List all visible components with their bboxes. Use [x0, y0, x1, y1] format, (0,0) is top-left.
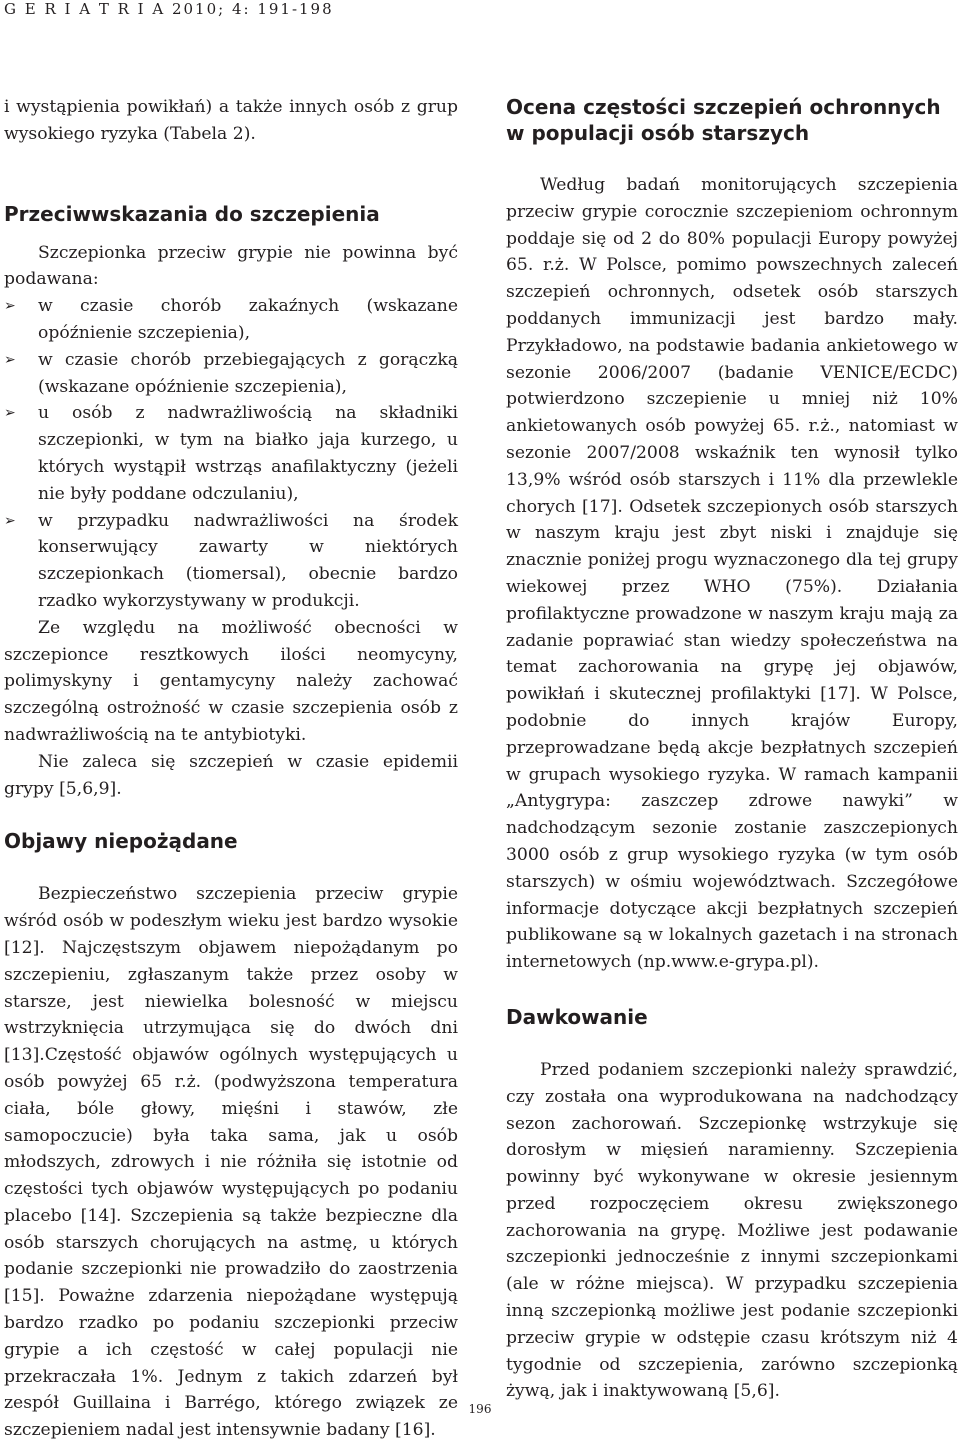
contraindications-list [4, 293, 458, 615]
list-item-text: w czasie chorób przebiegających z gorączką (wskazane opóźnienie szczepienia), [38, 349, 458, 397]
section-title-dosage: Dawkowanie [506, 1004, 648, 1029]
running-head: G E R I A T R I A 2010; 4: 191-198 [4, 0, 334, 18]
list-item-text: u osób z nadwrażliwością na składniki szczepionki, w tym na białko jaja kurzego, u których wystąpił wstrząs anafilaktyczny (jeżeli nie były poddane odczulaniu), [38, 403, 458, 504]
contraindications-lead: Szczepionka przeciw grypie nie powinna być podawana: [4, 242, 458, 290]
section-title-adverse-effects: Objawy niepożądane [4, 829, 238, 854]
list-item [4, 347, 458, 401]
arrow-bullet-icon: ➢ [4, 512, 16, 529]
list-item [4, 508, 458, 615]
arrow-bullet-icon: ➢ [4, 351, 16, 368]
page-number: 196 [468, 1402, 492, 1416]
neomycin-paragraph: Ze względu na możliwość obecności w szczepionce resztkowych ilości neomycyny, polimyskyny i gentamycyny należy zachować szczególną ostrożność w czasie szczepienia osób z nadwrażliwością na te antybiotyki. [4, 617, 458, 745]
arrow-bullet-icon: ➢ [4, 298, 16, 315]
section-title-contraindications: Przeciwwskazania do szczepienia [4, 201, 380, 226]
adverse-effects-paragraph: Bezpieczeństwo szczepienia przeciw grypie wśród osób w podeszłym wieku jest bardzo wysokie [12]. Najczęstszym objawem niepożądanym po szczepieniu, zgłaszanym także przez osoby w starsze, jest niewielka bolesność w miejscu wstrzyknięcia utrzymująca się do dwóch dni [13].Częstość objawów ogólnych występujących u osób powyżej 65 r.ż. (podwyższona temperatura ciała, bóle głowy, mięśni i stawów, złe samopoczucie) była taka sama, jak u osób młodszych, zdrowych i nie różniła się istotnie od częstości tych objawów występujących po podaniu placebo [14]. Szczepienia są także bezpieczne dla osób starszych chorujących na astmę, u których podanie szczepionki nie prowadziło do zaostrzenia [15]. Poważne zdarzenia niepożądane występują bardzo rzadko po podaniu szczepionki przeciw grypie a ich częstość w całej populacji nie przekraczała 1%. Jednym z takich zdarzeń był zespół Guillaina i Barrégo, którego związek ze szczepieniem nadal jest intensywnie badany [16]. [4, 884, 458, 1441]
intro-paragraph: i wystąpienia powikłań) a także innych osób z grup wysokiego ryzyka (Tabela 2). [4, 97, 458, 144]
dosage-paragraph: Przed podaniem szczepionki należy sprawdzić, czy została ona wyprodukowana na nadchodzący sezon zachorowań. Szczepionkę wstrzykuje się dorosłym w mięsień naramienny. Szczepienia powinny być wykonywane w okresie jesiennym przed rozpoczęciem okresu zwiększonego zachorowania na grypę. Możliwe jest podawanie szczepionki jednocześnie z innymi szczepionkami (ale w różne miejsca). W przypadku szczepienia inną szczepionką możliwe jest podanie szczepionki przeciw grypie w odstępie czasu krótszym niż 4 tygodnie od szczepienia, zarówno szczepionką żywą, jak i inaktywowaną [5,6]. [506, 1059, 958, 1402]
left-column [4, 94, 458, 1444]
list-item [4, 400, 458, 507]
vaccination-rates-paragraph: Według badań monitorujących szczepienia przeciw grypie corocznie szczepieniom ochronnym poddaje się od 2 do 80% populacji Europy powyżej 65. r.ż. W Polsce, pomimo powszechnych zaleceń szczepień ochronnych, odsetek osób starszych poddanych immunizacji jest bardzo mały. Przykładowo, na podstawie badania ankietowego w sezonie 2006/2007 (badanie VENICE/ECDC) potwierdzono szczepienie u mniej niż 10% ankietowanych osób powyżej 65. r.ż., natomiast w sezonie 2007/2008 wskaźnik ten wynosił tylko 13,9% wśród osób starszych i 11% dla przewlekle chorych [17]. Odsetek szczepionych osób starszych w naszym kraju jest zbyt niski i znajduje się znacznie poniżej progu wyznaczonego dla tej grupy wiekowej przez WHO (75%). Działania profilaktyczne prowadzone w naszym kraju mają za zadanie poprawiać stan wiedzy społeczeństwa na temat zachorowania na grypę jej objawów, powikłań i skutecznej profilaktyki [17]. W Polsce, podobnie do innych krajów Europy, przeprowadzane będą akcje bezpłatnych szczepień w grupach wysokiego ryzyka. W ramach kampanii „Antygrypa: zaszczep zdrowe nawyki” w nadchodzącym sezonie zostanie zaszczepionych 3000 osób z grup wysokiego ryzyka (w tym osób starszych) w ośmiu województwach. Szczegółowe informacje dotyczące akcji bezpłatnych szczepień publikowane są w lokalnych gazetach i na stronach internetowych (np.www.e-grypa.pl). [506, 175, 958, 973]
epidemic-paragraph: Nie zaleca się szczepień w czasie epidemii grypy [5,6,9]. [4, 751, 458, 799]
list-item-text: w przypadku nadwrażliwości na środek konserwujący zawarty w niektórych szczepionkach (tiomersal), obecnie bardzo rzadko wykorzystywany w produkcji. [38, 510, 458, 611]
arrow-bullet-icon: ➢ [4, 405, 16, 422]
right-column [506, 94, 958, 1405]
section-title-vaccination-rates: Ocena częstości szczepień ochronnych w populacji osób starszych [506, 95, 941, 145]
list-item-text: w czasie chorób zakaźnych (wskazane opóźnienie szczepienia), [38, 296, 458, 343]
list-item [4, 293, 458, 347]
